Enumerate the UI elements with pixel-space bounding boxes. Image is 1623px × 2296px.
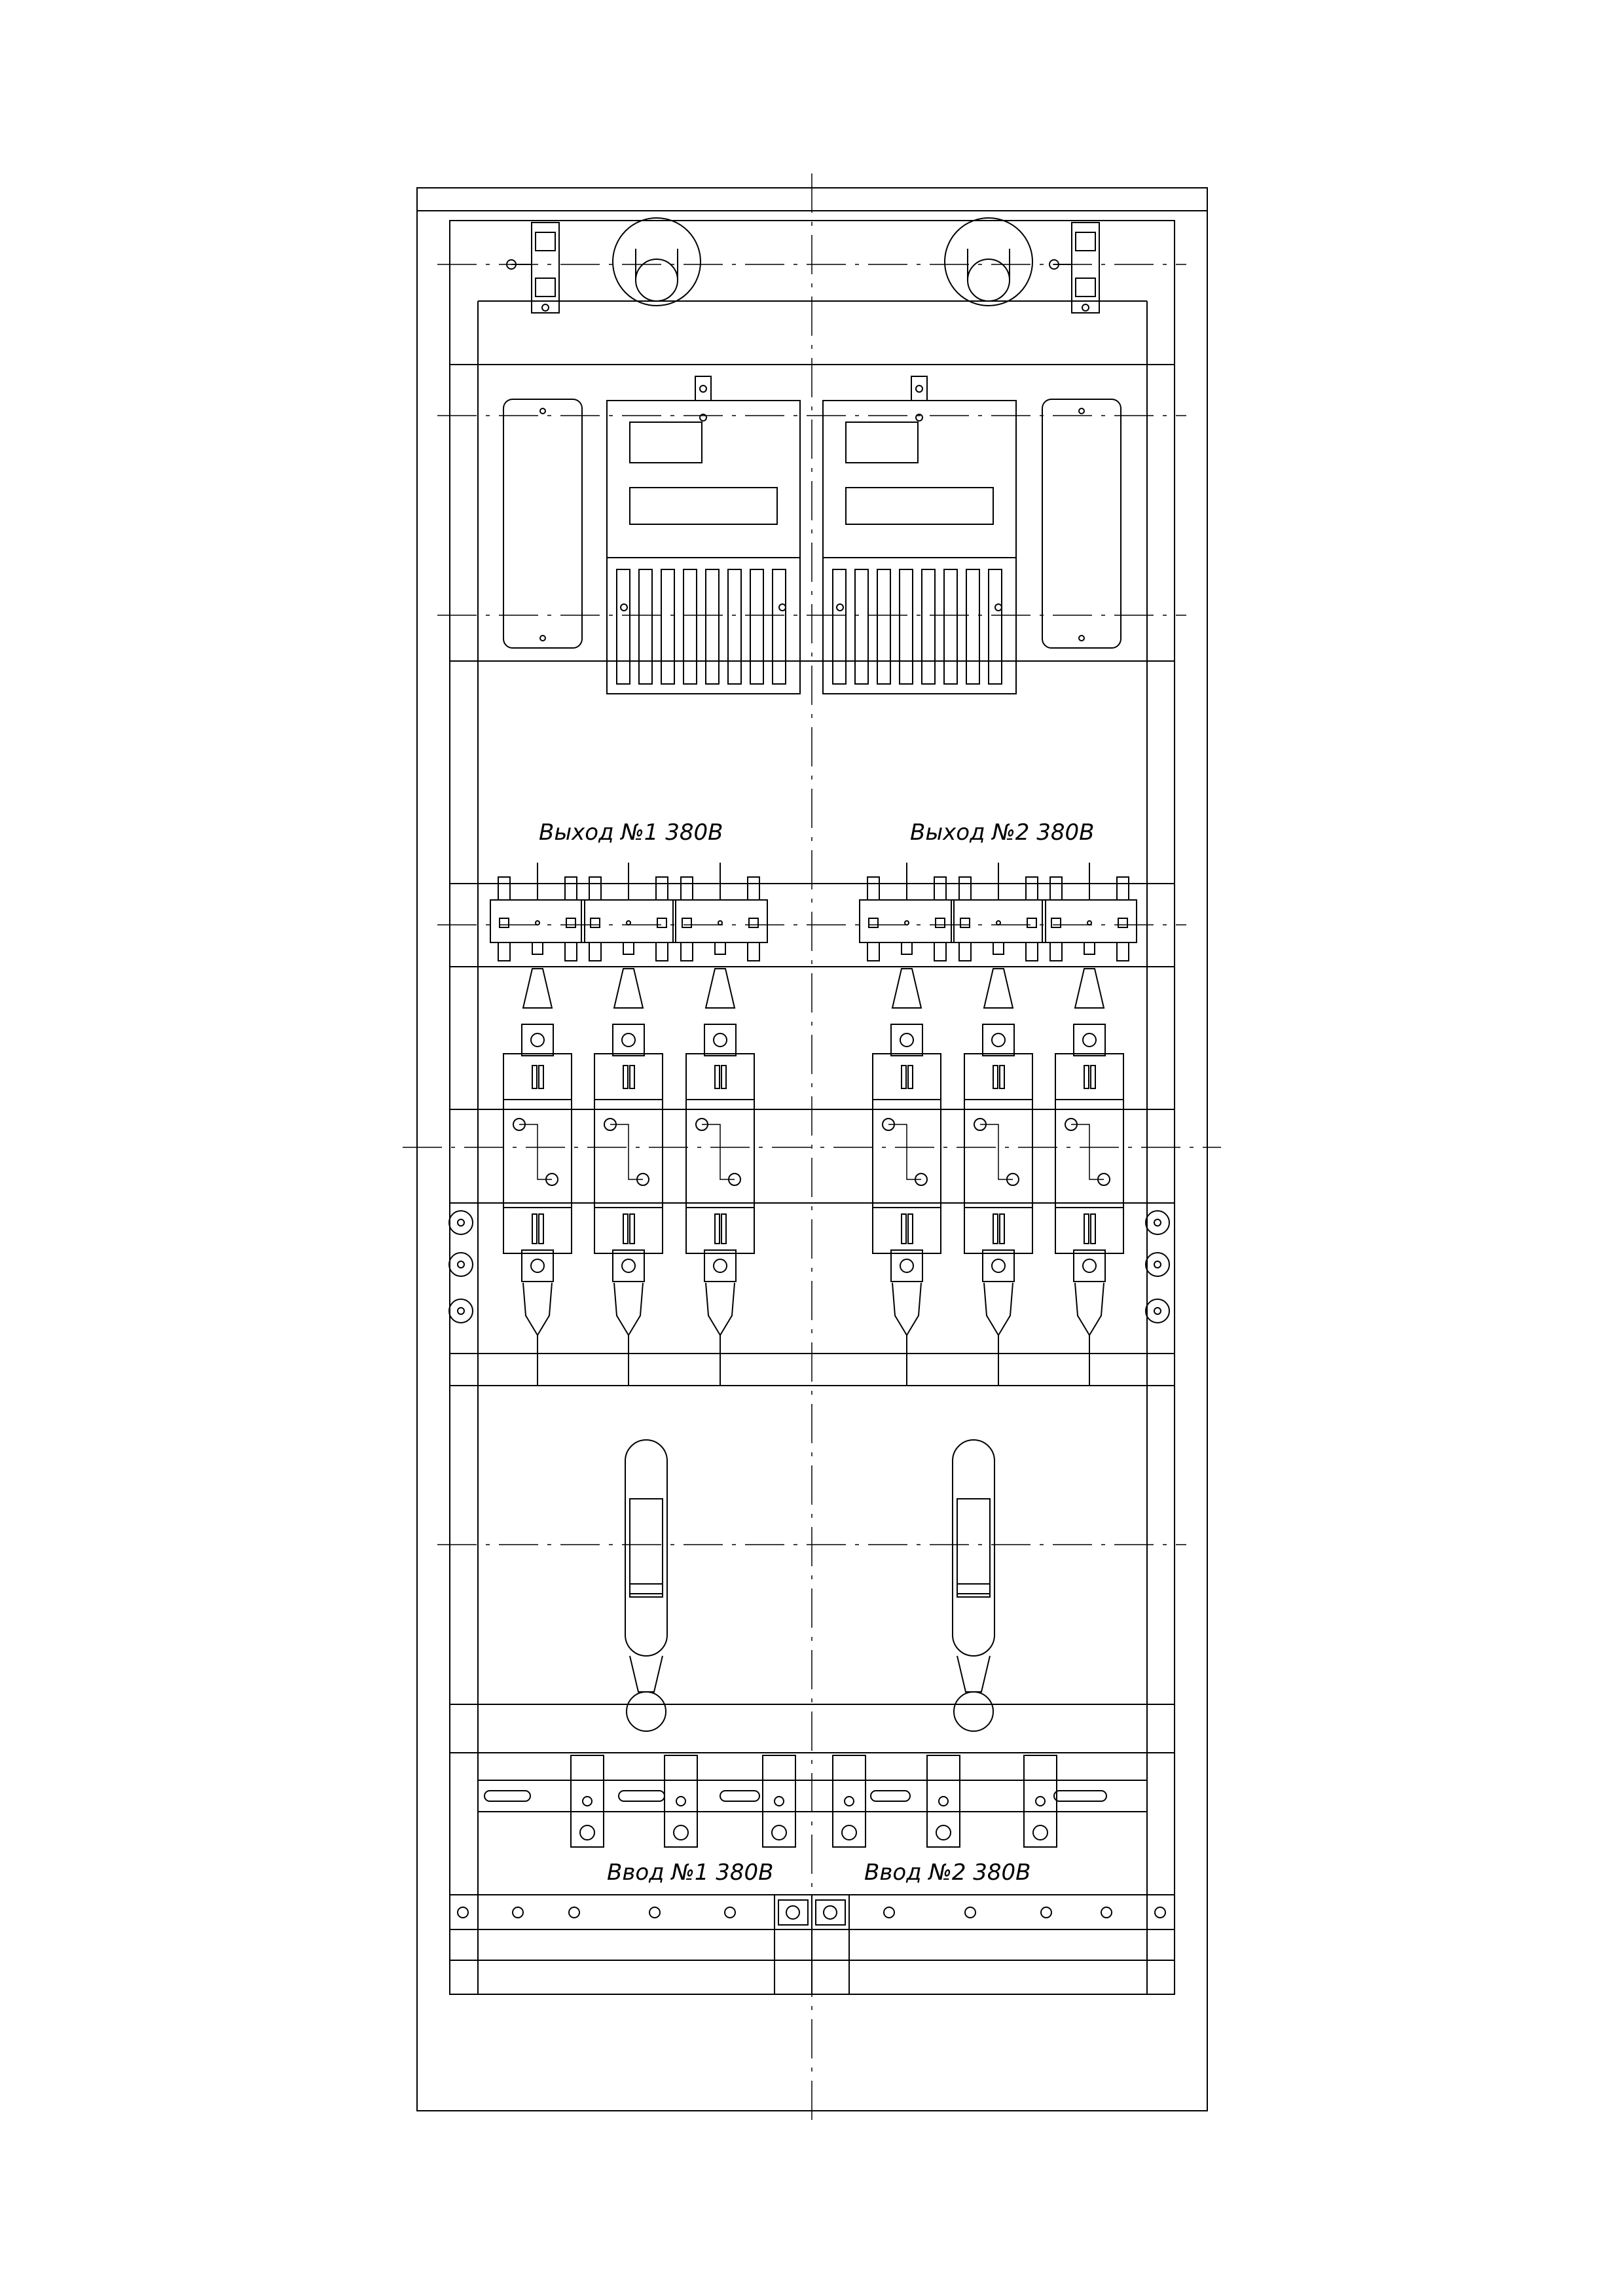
busbar-hole — [1155, 1907, 1165, 1918]
lug-bolt — [714, 1259, 727, 1272]
bus-clamp — [665, 1755, 697, 1847]
label-output-1: Выход №1 380В — [539, 819, 723, 846]
clamp-hole — [772, 1825, 786, 1840]
rail-slot — [619, 1791, 665, 1801]
meter-slot — [944, 569, 957, 684]
cable-lug — [614, 1283, 643, 1335]
breaker-5 — [951, 863, 1046, 1386]
contactor-screw — [591, 918, 600, 927]
breaker-window — [993, 1066, 998, 1088]
contactor-terminal — [993, 942, 1004, 954]
contactor-screw — [960, 918, 970, 927]
breaker-window — [902, 1066, 906, 1088]
busbar-hole — [513, 1907, 523, 1918]
contactor-tab — [589, 942, 601, 961]
busbar-hole — [458, 1907, 468, 1918]
clamp-hole — [580, 1825, 594, 1840]
contactor-tab — [498, 942, 510, 961]
top-socket-right — [945, 218, 1032, 306]
contactor-tab — [1117, 942, 1129, 961]
breaker-window — [539, 1066, 543, 1088]
contactor-tab — [867, 877, 879, 900]
bus-clamp — [927, 1755, 960, 1847]
meter-slot — [684, 569, 697, 684]
clamp-hole — [936, 1825, 951, 1840]
cable-lug — [984, 969, 1013, 1008]
breaker-4 — [860, 863, 954, 1386]
cable-lug — [523, 969, 552, 1008]
breaker-1 — [490, 863, 585, 1386]
meter-slot — [706, 569, 719, 684]
meter-slot — [750, 569, 763, 684]
clamp-hole — [775, 1797, 784, 1806]
contactor-terminal — [623, 942, 634, 954]
contactor-screw — [657, 918, 666, 927]
contactor-tab — [656, 942, 668, 961]
busbar-hole — [649, 1907, 660, 1918]
contactor-tab — [867, 942, 879, 961]
lug-mount — [522, 1250, 553, 1282]
contactor-dot — [905, 921, 909, 925]
contactor-tab — [565, 942, 577, 961]
meter-slot — [966, 569, 979, 684]
breaker-window — [715, 1066, 720, 1088]
contactor-tab — [748, 877, 759, 900]
rail-slot — [484, 1791, 530, 1801]
breaker-window — [1091, 1066, 1095, 1088]
contactor-tab — [1026, 942, 1038, 961]
busbar-hole — [1101, 1907, 1112, 1918]
energy-meter-left — [607, 376, 800, 694]
clamp-hole — [1033, 1825, 1048, 1840]
bottom-busbar — [450, 1895, 1175, 1994]
lug-mount — [704, 1250, 736, 1282]
meter-slot — [989, 569, 1002, 684]
meter-slot — [728, 569, 741, 684]
busbar-hole — [725, 1907, 735, 1918]
breaker-window — [539, 1214, 543, 1244]
cable-lug — [614, 969, 643, 1008]
breaker-window — [993, 1214, 998, 1244]
contactor-dot — [627, 921, 630, 925]
label-output-2: Выход №2 380В — [910, 819, 1095, 846]
lug-mount — [704, 1024, 736, 1056]
breaker-window — [721, 1066, 726, 1088]
busbar-hole — [965, 1907, 976, 1918]
contactor-terminal — [532, 942, 543, 954]
lug-mount — [1074, 1250, 1105, 1282]
contactor-tab — [959, 877, 971, 900]
meter-slot — [855, 569, 868, 684]
contactor-dot — [536, 921, 539, 925]
meter-slot — [639, 569, 652, 684]
contactor-screw — [500, 918, 509, 927]
contactor-terminal — [715, 942, 725, 954]
cable-lug — [892, 969, 921, 1008]
bus-clamp — [833, 1755, 866, 1847]
lug-mount — [983, 1024, 1014, 1056]
clamp-hole — [1036, 1797, 1045, 1806]
lug-bolt — [900, 1259, 913, 1272]
lug-mount — [522, 1024, 553, 1056]
bus-clamp — [1024, 1755, 1057, 1847]
bus-clamp — [571, 1755, 604, 1847]
clamp-hole — [674, 1825, 688, 1840]
breaker-link — [519, 1124, 552, 1179]
lug-bolt — [622, 1033, 635, 1047]
label-input-1: Ввод №1 380В — [607, 1859, 774, 1886]
cable-lug — [1075, 1283, 1104, 1335]
contactor-tab — [959, 942, 971, 961]
energy-meter-right — [823, 376, 1016, 694]
breaker-window — [908, 1066, 913, 1088]
clamp-hole — [842, 1825, 856, 1840]
contactor-tab — [934, 942, 946, 961]
cable-lug — [523, 1283, 552, 1335]
contactor-screw — [1051, 918, 1061, 927]
contactor-screw — [1118, 918, 1127, 927]
contactor-tab — [681, 942, 693, 961]
contactor-screw — [682, 918, 691, 927]
breaker-window — [1084, 1066, 1089, 1088]
breaker-window — [532, 1214, 537, 1244]
side-screws-left — [449, 1211, 473, 1323]
breaker-window — [715, 1214, 720, 1244]
rail-slot — [871, 1791, 910, 1801]
contactor-tab — [589, 877, 601, 900]
clamp-hole — [845, 1797, 854, 1806]
lug-bolt — [622, 1259, 635, 1272]
meter-slot — [661, 569, 674, 684]
lug-mount — [891, 1250, 922, 1282]
contactor-tab — [748, 942, 759, 961]
rail-slot — [720, 1791, 759, 1801]
lug-mount — [983, 1250, 1014, 1282]
breaker-link — [702, 1124, 735, 1179]
contactor-tab — [1117, 877, 1129, 900]
breaker-link — [888, 1124, 921, 1179]
contactor-tab — [681, 877, 693, 900]
breaker-window — [1000, 1066, 1004, 1088]
top-terminal-left — [507, 223, 559, 313]
breaker-3 — [673, 863, 767, 1386]
breaker-window — [623, 1066, 628, 1088]
cable-lug — [706, 1283, 735, 1335]
lug-mount — [613, 1250, 644, 1282]
label-input-2: Ввод №2 380В — [864, 1859, 1031, 1886]
output-breakers — [490, 863, 1137, 1386]
breaker-link — [980, 1124, 1013, 1179]
breaker-link — [1071, 1124, 1104, 1179]
clamp-hole — [676, 1797, 685, 1806]
meter-slot — [877, 569, 890, 684]
lug-bolt — [1083, 1033, 1096, 1047]
bus-clamp — [763, 1755, 795, 1847]
side-device-right — [1042, 399, 1121, 648]
meter-slot — [833, 569, 846, 684]
lug-bolt — [1083, 1259, 1096, 1272]
busbar-hole — [884, 1907, 894, 1918]
contactor-tab — [1050, 942, 1062, 961]
contactor-screw — [869, 918, 878, 927]
breaker-window — [721, 1214, 726, 1244]
contactor-tab — [656, 877, 668, 900]
cable-lug — [1075, 969, 1104, 1008]
contactor-screw — [749, 918, 758, 927]
contactor-dot — [996, 921, 1000, 925]
meter-slot — [922, 569, 935, 684]
side-screws-right — [1146, 1211, 1169, 1323]
switch-handle-left — [625, 1440, 667, 1731]
lug-mount — [613, 1024, 644, 1056]
busbar-hole — [1041, 1907, 1051, 1918]
contactor-tab — [1026, 877, 1038, 900]
contactor-screw — [1027, 918, 1036, 927]
lug-mount — [891, 1024, 922, 1056]
lug-bolt — [900, 1033, 913, 1047]
centre-lines — [403, 173, 1221, 2121]
clamp-hole — [583, 1797, 592, 1806]
breaker-window — [532, 1066, 537, 1088]
lug-bolt — [531, 1033, 544, 1047]
breaker-window — [902, 1214, 906, 1244]
contactor-screw — [566, 918, 575, 927]
contactor-screw — [936, 918, 945, 927]
breaker-window — [1084, 1214, 1089, 1244]
contactor-dot — [1087, 921, 1091, 925]
breaker-window — [1000, 1214, 1004, 1244]
contactor-terminal — [902, 942, 912, 954]
contactor-tab — [565, 877, 577, 900]
lug-bolt — [992, 1033, 1005, 1047]
switch-handle-right — [953, 1440, 994, 1731]
breaker-window — [623, 1214, 628, 1244]
breaker-window — [1091, 1214, 1095, 1244]
top-terminal-right — [1049, 223, 1099, 313]
contactor-dot — [718, 921, 722, 925]
meter-slot — [900, 569, 913, 684]
breaker-link — [610, 1124, 643, 1179]
cable-lug — [706, 969, 735, 1008]
busbar-hole — [569, 1907, 579, 1918]
lug-bolt — [531, 1259, 544, 1272]
top-socket-left — [613, 218, 701, 306]
din-rail — [478, 1780, 1147, 1812]
contactor-tab — [934, 877, 946, 900]
cable-lug — [892, 1283, 921, 1335]
cable-lug — [984, 1283, 1013, 1335]
lug-bolt — [714, 1033, 727, 1047]
lug-mount — [1074, 1024, 1105, 1056]
meter-slot — [617, 569, 630, 684]
contactor-terminal — [1084, 942, 1095, 954]
contactor-tab — [498, 877, 510, 900]
breaker-window — [630, 1214, 634, 1244]
breaker-window — [630, 1066, 634, 1088]
breaker-6 — [1042, 863, 1137, 1386]
rail-slot — [1054, 1791, 1106, 1801]
breaker-window — [908, 1214, 913, 1244]
breaker-2 — [581, 863, 676, 1386]
clamp-hole — [939, 1797, 948, 1806]
contactor-tab — [1050, 877, 1062, 900]
side-device-left — [503, 399, 582, 648]
lug-bolt — [992, 1259, 1005, 1272]
meter-terminal-slots — [617, 569, 1002, 684]
meter-slot — [773, 569, 786, 684]
